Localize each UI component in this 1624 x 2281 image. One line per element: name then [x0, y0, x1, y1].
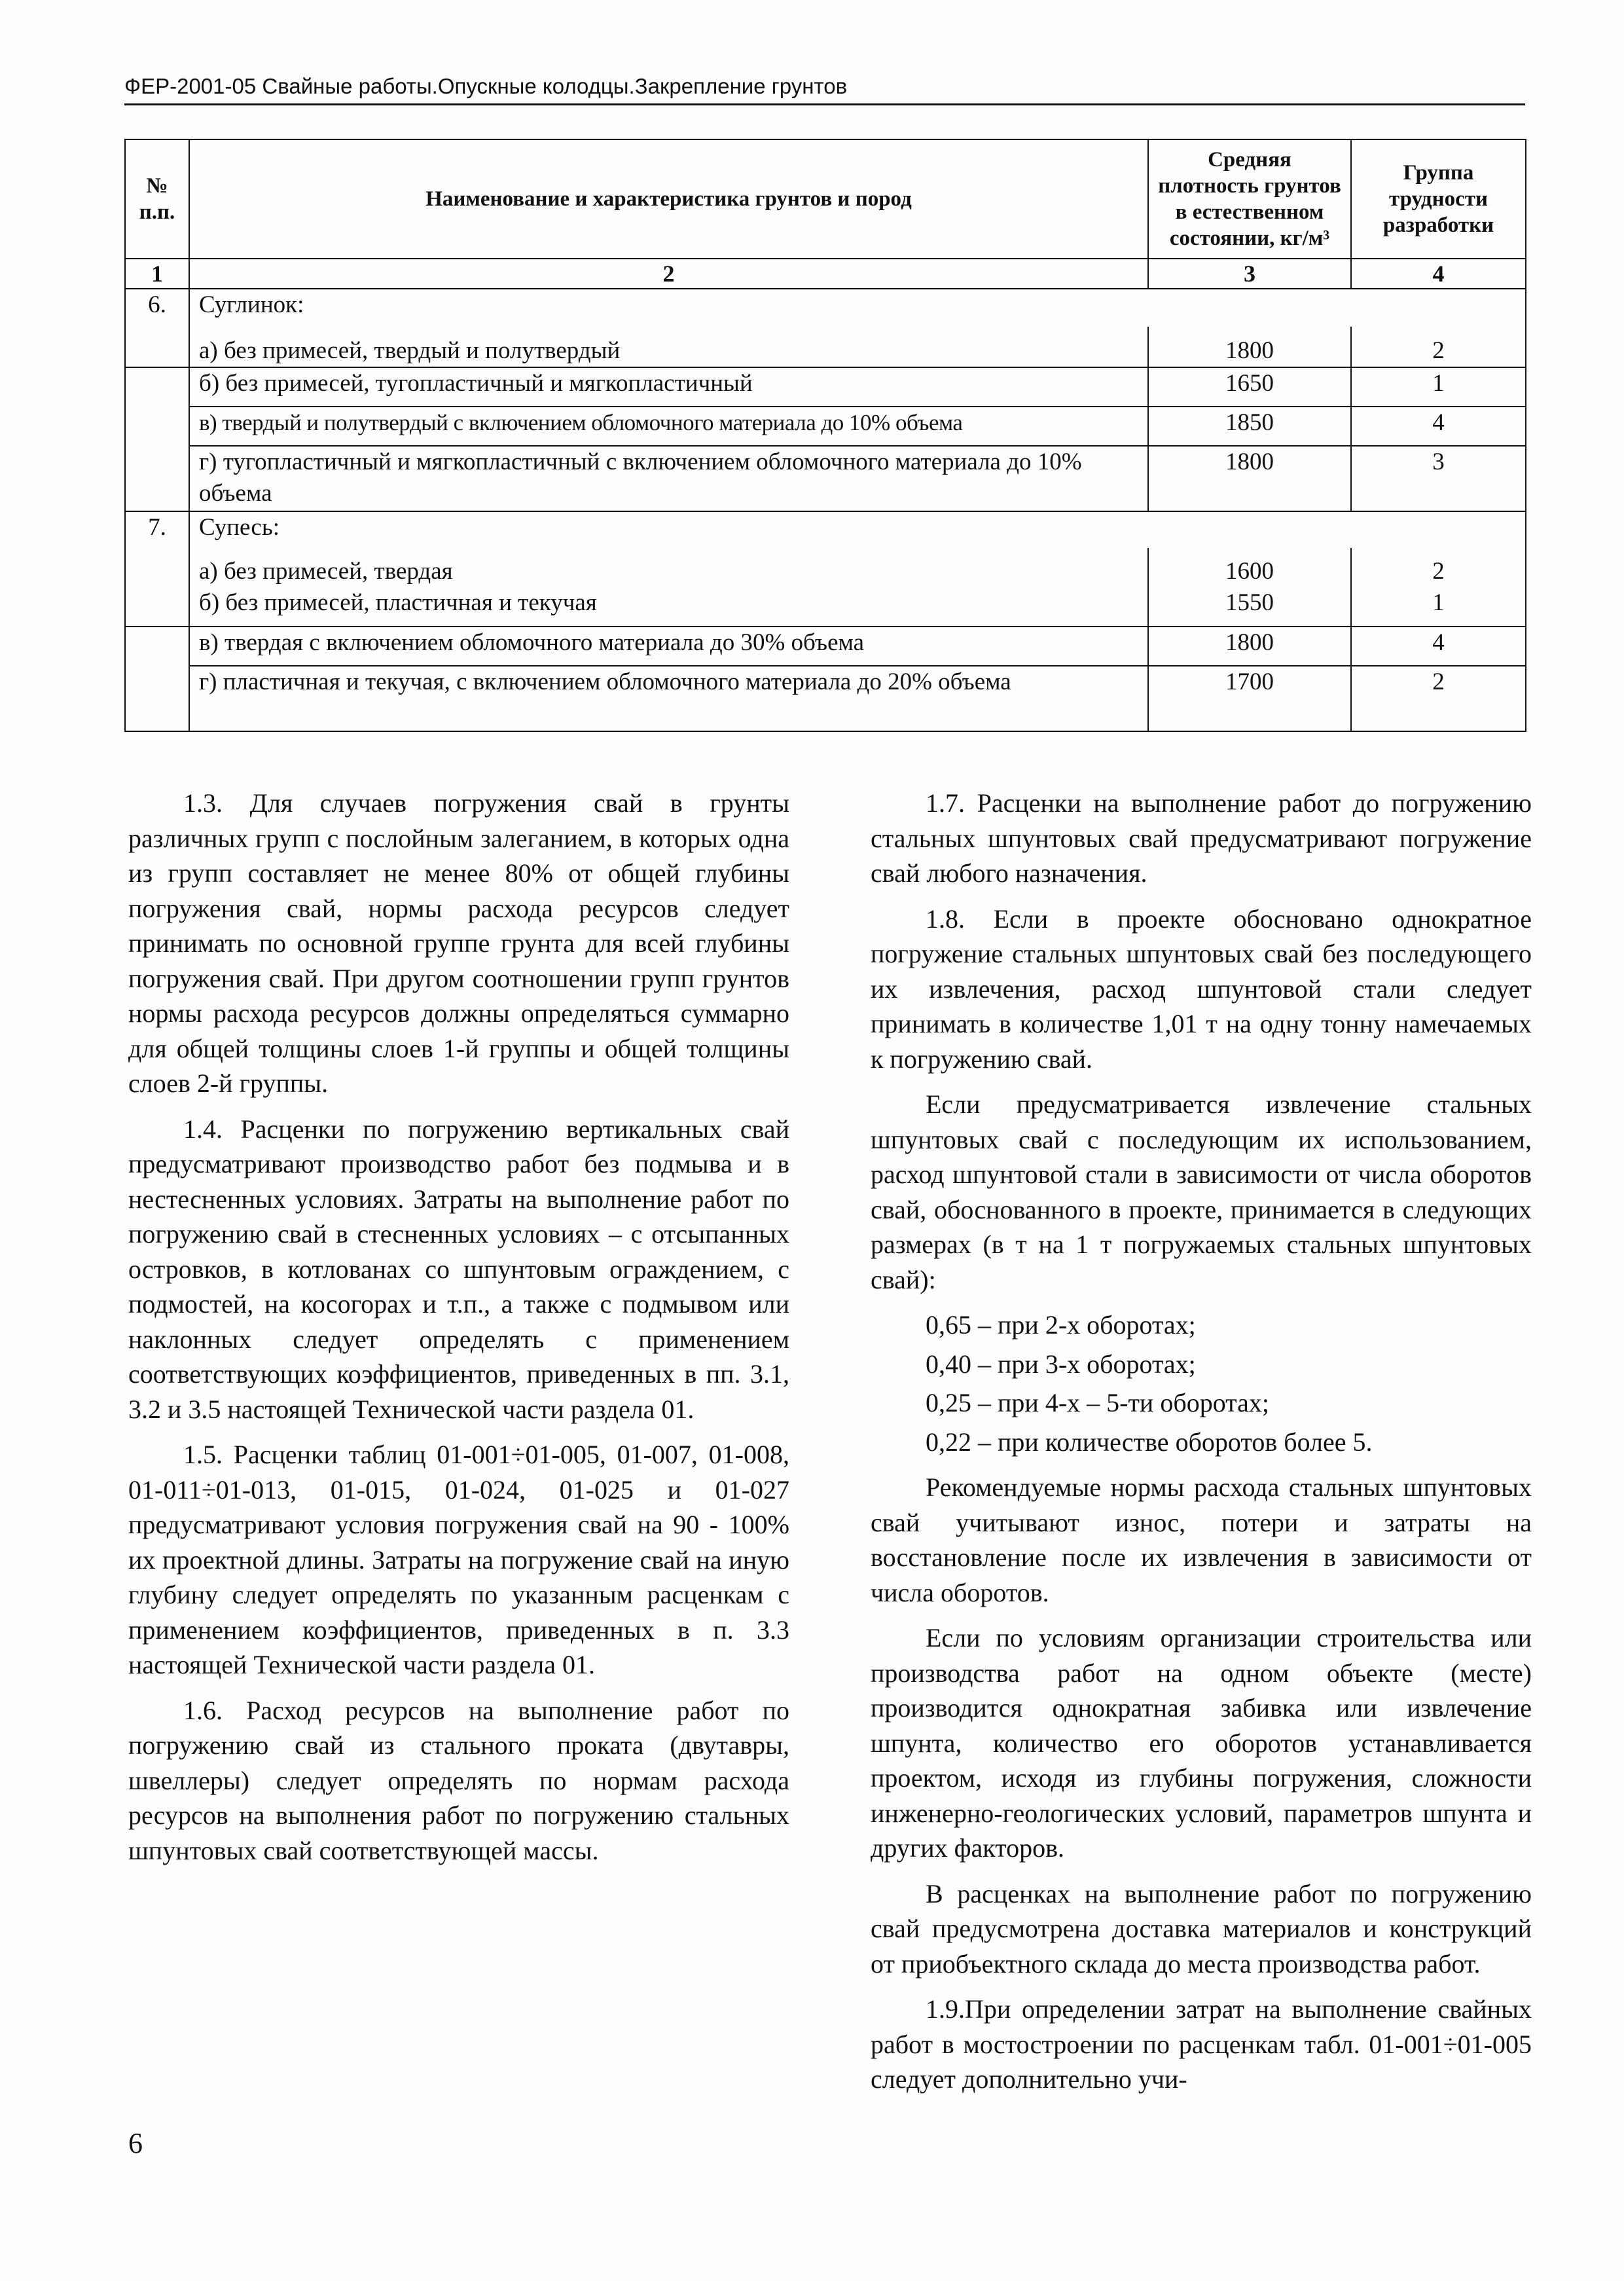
paragraph-1-8: 1.8. Если в проекте обосновано однократное погружение стальных шпунтовых свай без последующего их извлечения, расход шпунтовой стали следует принимать в количестве 1,01 т на одну тонну намечаемых к погружению свай. [871, 903, 1532, 1074]
group-value: 2 [1351, 548, 1526, 587]
list-item: 0,25 – при 4-х – 5-ти оборотах; [926, 1388, 1269, 1417]
paragraph-1-5: 1.5. Расценки таблиц 01-001÷01-005, 01-007, 01-008, 01-011÷01-013, 01-015, 01-024, 01-025 и 01-027 предусматривают условия погружения свай на 90 - 100% их проектной длины. Затраты на погружение свай на иную глубину следует определять по указанным расценкам с применением коэффициентов, приведенных в п. 3.3 настоящей Технической части раздела 01. [128, 1440, 789, 1679]
col-number: 1 [125, 259, 189, 289]
soil-name: б) без примесей, тугопластичный и мягкопластичный [189, 367, 1148, 407]
soil-name: в) твердая с включением обломочного материала до 30% объема [189, 627, 1148, 666]
soil-name: а) без примесей, твердый и полутвердый [189, 327, 1148, 367]
density-value: 1550 [1148, 587, 1351, 627]
paragraph-1-3: 1.3. Для случаев погружения свай в грунты различных групп с послойным залеганием, в которых одна из групп составляет не менее 80% от общей глубины погружения свай, нормы расхода ресурсов следует принимать по основной группе грунта для всей глубины погружения свай. При другом соотношении групп грунтов нормы расхода ресурсов должны определяться суммарно для общей толщины слоев 1-й группы и общей толщины слоев 2-й группы. [128, 788, 789, 1098]
table-row [125, 367, 1526, 407]
table-header-row [125, 139, 1526, 259]
paragraph-reuse: Если предусматривается извлечение стальных шпунтовых свай с последующим их использованием, расход шпунтовой стали в зависимости от числа оборотов свай, обоснованного в проекте, принимается в следующих размерах (в т на 1 т погружаемых стальных шпунтовых свай): [871, 1089, 1532, 1294]
table-row [125, 511, 1526, 548]
left-text-column [128, 786, 789, 1878]
table-row [125, 407, 1526, 446]
running-header: ФЕР-2001-05 Свайные работы.Опускные колодцы.Закрепление грунтов [124, 72, 1525, 105]
col-number: 2 [189, 259, 1148, 289]
paragraph-1-7: 1.7. Расценки на выполнение работ до погружению стальных шпунтовых свай предусматривают погружение свай любого назначения. [871, 788, 1532, 888]
right-text-column [871, 786, 1532, 2108]
col-group-header: Группа трудности разработки [1351, 139, 1526, 259]
paragraph-1-4: 1.4. Расценки по погружению вертикальных свай предусматривают производство работ без подмыва и в нестесненных условиях. Затраты на выполнение работ по погружению свай в стесненных условиях – с отсыпанных островков, в котлованах со шпунтовым ограждением, с подмостей, на косогорах и т.п., а также с подмывом или наклонных следует определять с применением соответствующих коэффициентов, приведенных в пп. 3.1, 3.2 и 3.5 настоящей Технической части раздела 01. [128, 1114, 789, 1424]
density-value: 1650 [1148, 367, 1351, 407]
col-no-header: № п.п. [125, 139, 189, 259]
group-number: 6. [125, 289, 189, 367]
group-value: 2 [1351, 666, 1526, 731]
soil-table [124, 139, 1526, 732]
group-value: 2 [1351, 327, 1526, 367]
density-value: 1600 [1148, 548, 1351, 587]
group-value: 4 [1351, 407, 1526, 446]
paragraph-1-9: 1.9.При определении затрат на выполнение свайных работ в мостостроении по расценкам табл. 01-001÷01-005 следует дополнительно учи- [871, 1994, 1532, 2094]
density-value: 1800 [1148, 627, 1351, 666]
table-row [125, 289, 1526, 327]
table-row [125, 548, 1526, 587]
group-value: 4 [1351, 627, 1526, 666]
soil-name: б) без примесей, пластичная и текучая [189, 587, 1148, 627]
col-density-header: Средняя плотность грунтов в естественном состоянии, кг/м³ [1148, 139, 1351, 259]
group-number: 7. [125, 511, 189, 627]
table-row [125, 587, 1526, 627]
list-item: 0,22 – при количестве оборотов более 5. [926, 1427, 1373, 1457]
density-value: 1850 [1148, 407, 1351, 446]
table-row [125, 666, 1526, 731]
list-item: 0,40 – при 3-х оборотах; [926, 1349, 1196, 1379]
col-name-header: Наименование и характеристика грунтов и пород [189, 139, 1148, 259]
group-value: 1 [1351, 367, 1526, 407]
soil-name: г) пластичная и текучая, с включением обломочного материала до 20% объема [189, 666, 1148, 731]
paragraph-organization: Если по условиям организации строительства или производства работ на одном объекте (месте) производится однократная забивка или извлечение шпунта, количество его оборотов устанавливается проектом, исходя из глубины погружения, сложности инженерно-геологических условий, параметров шпунта и других факторов. [871, 1623, 1532, 1863]
col-number: 3 [1148, 259, 1351, 289]
density-value: 1700 [1148, 666, 1351, 731]
page-number: 6 [128, 2127, 143, 2159]
group-title: Супесь: [189, 511, 1526, 548]
paragraph-recommended-norms: Рекомендуемые нормы расхода стальных шпунтовых свай учитывают износ, потери и затраты на восстановление после их извлечения в зависимости от числа оборотов. [871, 1472, 1532, 1607]
group-value: 3 [1351, 446, 1526, 511]
col-number: 4 [1351, 259, 1526, 289]
paragraph-1-6: 1.6. Расход ресурсов на выполнение работ по погружению свай из стального проката (двутавры, швеллеры) следует определять по нормам расхода ресурсов на выполнения работ по погружению стальных шпунтовых свай соответствующей массы. [128, 1695, 789, 1865]
group-value: 1 [1351, 587, 1526, 627]
table-row [125, 446, 1526, 511]
density-value: 1800 [1148, 327, 1351, 367]
density-value: 1800 [1148, 446, 1351, 511]
soil-name: в) твердый и полутвердый с включением обломочного материала до 10% объема [189, 407, 1148, 446]
table-row [125, 627, 1526, 666]
table-row [125, 327, 1526, 367]
soil-name: г) тугопластичный и мягкопластичный с включением обломочного материала до 10% объема [189, 446, 1148, 511]
group-title: Суглинок: [189, 289, 1526, 327]
soil-name: а) без примесей, твердая [189, 548, 1148, 587]
list-item: 0,65 – при 2-х оборотах; [926, 1310, 1196, 1340]
column-number-row [125, 259, 1526, 289]
paragraph-delivery: В расценках на выполнение работ по погружению свай предусмотрена доставка материалов и конструкций от приобъектного склада до места производства работ. [871, 1878, 1532, 1979]
